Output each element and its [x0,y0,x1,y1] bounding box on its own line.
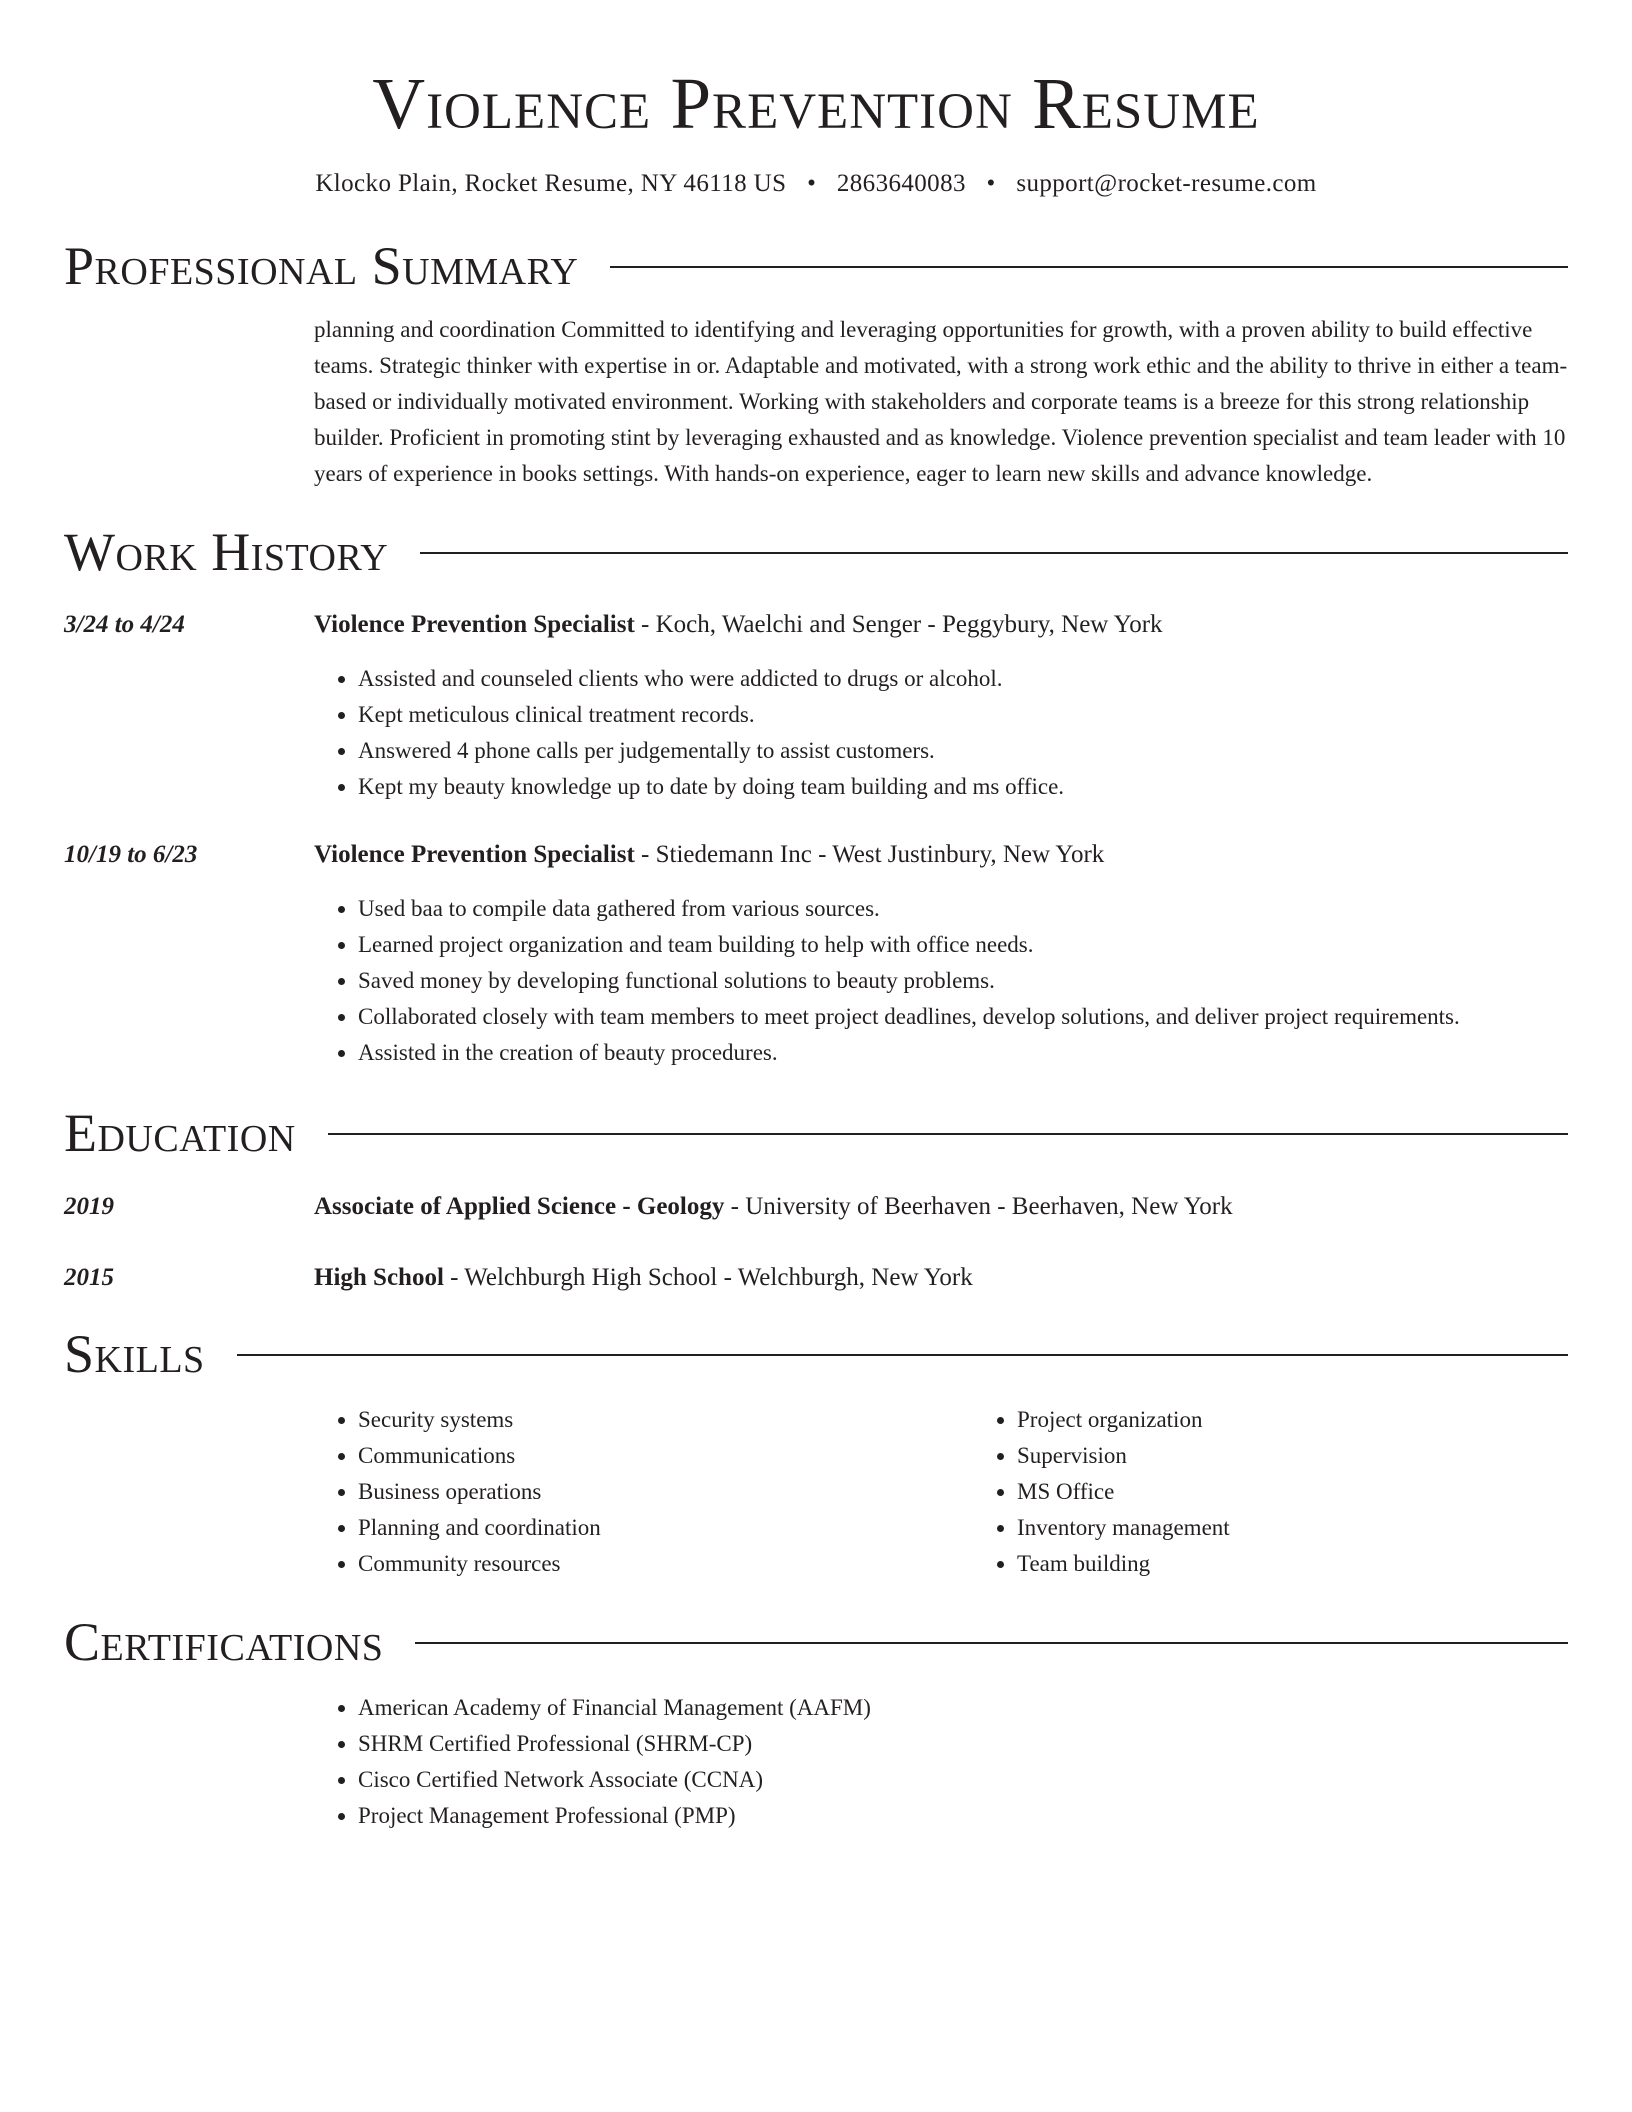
skill-item: • Inventory management [1017,1510,1632,1546]
education-entry [64,1190,1568,1224]
section-divider [415,1642,1568,1644]
certifications-section-header [64,1610,1568,1674]
certification-item: • Cisco Certified Network Associate (CCNA) [358,1762,1568,1798]
education-details: - Welchburgh High School - Welchburgh, New York [443,1264,973,1291]
skills-section-header [64,1322,1568,1386]
contact-separator: • [807,170,817,197]
education-section-header [64,1101,1568,1165]
education-entry [64,1261,1568,1295]
summary-section-header [64,234,1568,298]
job-entry [64,608,1568,805]
job-headline [314,838,1568,872]
skill-item: • Community resources [358,1546,973,1582]
job-header [64,838,1568,872]
list-item: • Collaborated closely with team members to meet project deadlines, develop solutions, and deliver project requirements. [358,999,1568,1035]
job-dates: 10/19 to 6/23 [64,841,198,868]
job-bullets [314,661,1568,805]
skill-item: • Communications [358,1438,973,1474]
list-item: • Answered 4 phone calls per judgementally to assist customers. [358,733,1568,769]
skill-item: • MS Office [1017,1474,1632,1510]
list-item: • Kept my beauty knowledge up to date by doing team building and ms office. [358,769,1568,805]
skill-item: • Planning and coordination [358,1510,973,1546]
job-title: Violence Prevention Specialist [314,611,635,638]
certifications-heading: Certifications [64,1612,384,1672]
resume-page [64,0,1568,1834]
skills-list [314,1402,1568,1582]
skills-heading: Skills [64,1324,205,1384]
summary-text: planning and coordination Committed to identifying and leveraging opportunities for growth, with a proven ability to build effective teams. Strategic thinker with expertise in or. Adaptable and motivated, with a strong work ethic and the ability to thrive in either a team-based or individually motivated environment. Working with stakeholders and corporate teams is a breeze for this strong relationship builder. Proficient in promoting stint by leveraging exhausted and as knowledge. Violence prevention specialist and team leader with 10 years of experience in books settings. With hands-on experience, eager to learn new skills and advance knowledge. [314,317,1568,486]
job-header [64,608,1568,642]
certification-item: • Project Management Professional (PMP) [358,1798,1568,1834]
list-item: • Learned project organization and team building to help with office needs. [358,927,1568,963]
summary-content [314,312,1568,492]
education-details: - University of Beerhaven - Beerhaven, New York [724,1193,1233,1220]
education-headline [314,1190,1568,1224]
section-divider [610,266,1568,268]
list-item: • Kept meticulous clinical treatment records. [358,697,1568,733]
skill-item: • Team building [1017,1546,1632,1582]
job-headline [314,608,1568,642]
contact-email: support@rocket-resume.com [1016,170,1317,197]
skills-column-left [314,1402,973,1582]
job-entry [64,838,1568,1071]
summary-heading: Professional Summary [64,236,579,296]
skill-item: • Project organization [1017,1402,1632,1438]
certification-item: • American Academy of Financial Management (AAFM) [358,1690,1568,1726]
contact-phone: 2863640083 [836,170,966,197]
section-divider [328,1133,1568,1135]
contact-separator: • [986,170,996,197]
list-item: • Saved money by developing functional solutions to beauty problems. [358,963,1568,999]
work-section-header [64,520,1568,584]
skill-item: • Supervision [1017,1438,1632,1474]
job-details: - Koch, Waelchi and Senger - Peggybury, New York [634,611,1163,638]
contact-line [64,168,1568,200]
work-heading: Work History [64,522,389,582]
job-dates: 3/24 to 4/24 [64,611,185,638]
job-details: - Stiedemann Inc - West Justinbury, New York [634,841,1105,868]
skills-column-right [973,1402,1632,1582]
education-year: 2015 [64,1264,114,1291]
resume-name: Violence Prevention Resume [372,63,1260,144]
education-year: 2019 [64,1193,114,1220]
education-degree: High School [314,1264,444,1291]
section-divider [237,1354,1568,1356]
list-item: • Assisted and counseled clients who were addicted to drugs or alcohol. [358,661,1568,697]
section-divider [420,552,1568,554]
job-title: Violence Prevention Specialist [314,841,635,868]
education-heading: Education [64,1103,296,1163]
skill-item: • Security systems [358,1402,973,1438]
list-item: • Used baa to compile data gathered from various sources. [358,891,1568,927]
job-bullets [314,891,1568,1071]
skill-item: • Business operations [358,1474,973,1510]
certification-item: • SHRM Certified Professional (SHRM-CP) [358,1726,1568,1762]
contact-address: Klocko Plain, Rocket Resume, NY 46118 US [315,170,787,197]
list-item: • Assisted in the creation of beauty procedures. [358,1035,1568,1071]
certifications-list [314,1690,1568,1834]
education-degree: Associate of Applied Science - Geology [314,1193,725,1220]
education-headline [314,1261,1568,1295]
